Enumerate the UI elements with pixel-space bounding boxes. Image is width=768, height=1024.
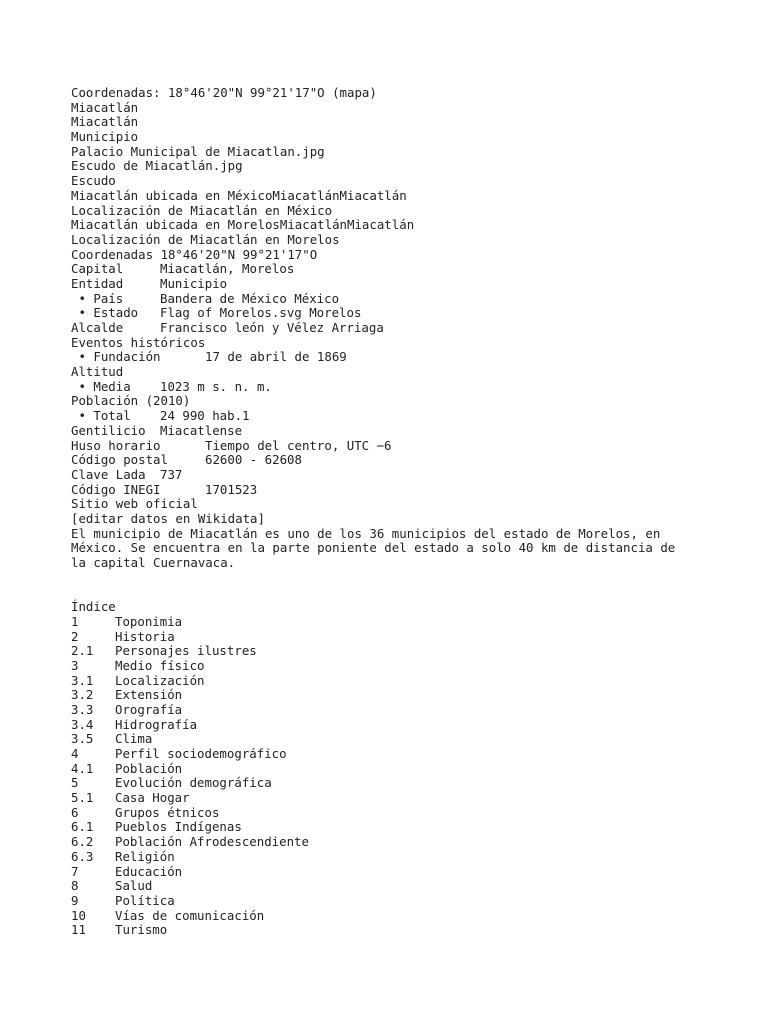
toc-item-label[interactable]: Política <box>115 892 175 908</box>
toc-item-label[interactable]: Localización <box>115 672 205 688</box>
row-value: 1023 m s. n. m. <box>160 378 272 394</box>
toc-item[interactable] <box>71 835 691 850</box>
row-key: Capital <box>71 261 124 277</box>
toc-item-label[interactable]: Religión <box>115 848 175 864</box>
toc-item-label[interactable]: Extensión <box>115 687 183 703</box>
infobox-row-postal <box>71 453 691 468</box>
toc-item-number: 3 <box>71 657 79 673</box>
map-mexico-label: Localización de Miacatlán en México <box>71 202 333 218</box>
row-value: Francisco león y Vélez Arriaga <box>160 320 384 335</box>
row-key: • Media <box>71 378 131 394</box>
toc-item-number: 6 <box>71 804 79 820</box>
toc-item[interactable] <box>71 688 691 703</box>
toc-item-label[interactable]: Personajes ilustres <box>115 643 257 659</box>
toc-item[interactable] <box>71 644 691 659</box>
place-name: Miacatlán <box>71 99 139 115</box>
row-key: Código postal <box>71 452 168 468</box>
toc-item-label[interactable]: Población <box>115 760 183 776</box>
toc-item[interactable] <box>71 820 691 835</box>
document-page <box>71 86 691 938</box>
toc-item-number: 4.1 <box>71 760 94 776</box>
toc-item-label[interactable]: Salud <box>115 878 153 894</box>
toc-item[interactable] <box>71 674 691 689</box>
toc-item-label[interactable]: Casa Hogar <box>115 790 190 806</box>
toc-item-label[interactable]: Educación <box>115 863 183 879</box>
infobox-row-lada <box>71 468 691 483</box>
toc-item-number: 4 <box>71 746 79 761</box>
row-key: • País <box>71 290 124 306</box>
row-key: Gentilicio <box>71 422 146 438</box>
toc-item-number: 3.5 <box>71 731 94 747</box>
toc-item-number: 3.2 <box>71 687 94 703</box>
row-value: Miacatlense <box>160 422 243 438</box>
toc-title: Índice <box>71 599 116 615</box>
row-value: Municipio <box>160 275 228 291</box>
toc-item-number: 3.1 <box>71 672 94 688</box>
toc-list <box>71 615 691 938</box>
row-value: Flag of Morelos.svg Morelos <box>160 305 362 321</box>
image-caption-palacio: Palacio Municipal de Miacatlan.jpg <box>71 143 325 159</box>
toc-item[interactable] <box>71 703 691 718</box>
toc-item[interactable] <box>71 894 691 909</box>
toc-item[interactable] <box>71 909 691 924</box>
toc-item[interactable] <box>71 806 691 821</box>
place-name-alt: Miacatlán <box>71 114 139 130</box>
toc-item-number: 11 <box>71 922 86 938</box>
toc-item-number: 5 <box>71 775 79 791</box>
row-value: Bandera de México México <box>160 290 340 306</box>
row-key: • Estado <box>71 305 139 321</box>
toc-item-label[interactable]: Perfil sociodemográfico <box>115 746 287 761</box>
toc-item-number: 7 <box>71 863 79 879</box>
row-key: Código INEGI <box>71 481 161 497</box>
toc-item-label[interactable]: Grupos étnicos <box>115 804 220 820</box>
toc-item-number: 1 <box>71 613 79 629</box>
row-key: Entidad <box>71 275 124 291</box>
toc-item[interactable] <box>71 850 691 865</box>
toc-item-label[interactable]: Turismo <box>115 922 168 938</box>
row-value: 737 <box>160 466 183 482</box>
image-caption-escudo: Escudo de Miacatlán.jpg <box>71 158 243 174</box>
infobox-row-media <box>71 380 691 395</box>
infobox-row-entidad <box>71 277 691 292</box>
row-value: Miacatlán, Morelos <box>160 261 295 277</box>
toc-item-number: 6.3 <box>71 848 94 864</box>
infobox-row-alcalde <box>71 321 691 336</box>
official-website-link[interactable]: Sitio web oficial <box>71 496 198 512</box>
toc-item[interactable] <box>71 630 691 645</box>
toc-item[interactable] <box>71 732 691 747</box>
toc-item-number: 3.4 <box>71 716 94 732</box>
infobox-row-total <box>71 409 691 424</box>
coordinates-row: Coordenadas 18°46'20"N 99°21'17"O <box>71 246 318 262</box>
toc-item-number: 6.2 <box>71 834 94 850</box>
infobox-row-pais <box>71 292 691 307</box>
toc-item-number: 10 <box>71 907 86 923</box>
toc-item-number: 5.1 <box>71 790 94 806</box>
infobox-row-huso <box>71 439 691 454</box>
toc-item[interactable] <box>71 615 691 630</box>
map-mexico-caption: Miacatlán ubicada en MéxicoMiacatlánMiacatlán <box>71 187 407 203</box>
toc-item-label[interactable]: Población Afrodescendiente <box>115 834 309 850</box>
toc-item-label[interactable]: Evolución demográfica <box>115 775 272 791</box>
row-key: Alcalde <box>71 320 124 335</box>
toc-item-label[interactable]: Medio físico <box>115 657 205 673</box>
eventos-heading: Eventos históricos <box>71 334 206 350</box>
toc-item[interactable] <box>71 776 691 791</box>
edit-wikidata-link[interactable]: [editar datos en Wikidata] <box>71 510 265 526</box>
toc-item[interactable] <box>71 718 691 733</box>
toc-item-number: 8 <box>71 878 79 894</box>
infobox-row-fundacion <box>71 350 691 365</box>
toc-item[interactable] <box>71 923 691 938</box>
toc-item-number: 6.1 <box>71 819 94 835</box>
map-morelos-label: Localización de Miacatlán en Morelos <box>71 231 340 247</box>
poblacion-heading: Población (2010) <box>71 393 191 409</box>
altitud-heading: Altitud <box>71 364 124 380</box>
toc-item-label[interactable]: Clima <box>115 731 153 747</box>
toc-item-label[interactable]: Toponimia <box>115 613 183 629</box>
row-value: 17 de abril de 1869 <box>205 349 347 365</box>
row-value: 1701523 <box>205 481 258 497</box>
infobox-row-inegi <box>71 483 691 498</box>
section-gap <box>71 571 691 600</box>
infobox-row-capital <box>71 262 691 277</box>
toc-item[interactable] <box>71 879 691 894</box>
row-value: Tiempo del centro, UTC −6 <box>205 437 392 453</box>
toc-item-number: 3.3 <box>71 701 94 717</box>
escudo-label: Escudo <box>71 173 116 189</box>
toc-item[interactable] <box>71 762 691 777</box>
toc-item[interactable] <box>71 791 691 806</box>
map-morelos-caption: Miacatlán ubicada en MorelosMiacatlánMiacatlán <box>71 217 415 233</box>
toc-item-label[interactable]: Vías de comunicación <box>115 907 265 923</box>
intro-paragraph: El municipio de Miacatlán es uno de los 36 municipios del estado de Morelos, en México. Se encuentra en la parte poniente del estado a solo 40 km de distancia de la capital Cuernavaca. <box>71 525 676 571</box>
toc-item-number: 2.1 <box>71 643 94 659</box>
coordinates-line: Coordenadas: 18°46'20"N 99°21'17"O (mapa) <box>71 85 377 100</box>
toc-item-label[interactable]: Orografía <box>115 701 183 717</box>
toc-item-number: 9 <box>71 892 79 908</box>
row-value: 24 990 hab.1 <box>160 408 250 424</box>
row-value: 62600 - 62608 <box>205 452 302 468</box>
row-key: Huso horario <box>71 437 161 453</box>
row-key: • Fundación <box>71 349 161 365</box>
infobox-row-estado <box>71 306 691 321</box>
row-key: • Total <box>71 408 131 424</box>
toc-item-label[interactable]: Pueblos Indígenas <box>115 819 242 835</box>
toc-item[interactable] <box>71 747 691 762</box>
toc-item[interactable] <box>71 659 691 674</box>
toc-item-label[interactable]: Historia <box>115 628 175 644</box>
row-key: Clave Lada <box>71 466 146 482</box>
infobox-row-gentilicio <box>71 424 691 439</box>
toc-item[interactable] <box>71 865 691 880</box>
toc-item-number: 2 <box>71 628 79 644</box>
toc-item-label[interactable]: Hidrografía <box>115 716 198 732</box>
place-type: Municipio <box>71 129 139 145</box>
